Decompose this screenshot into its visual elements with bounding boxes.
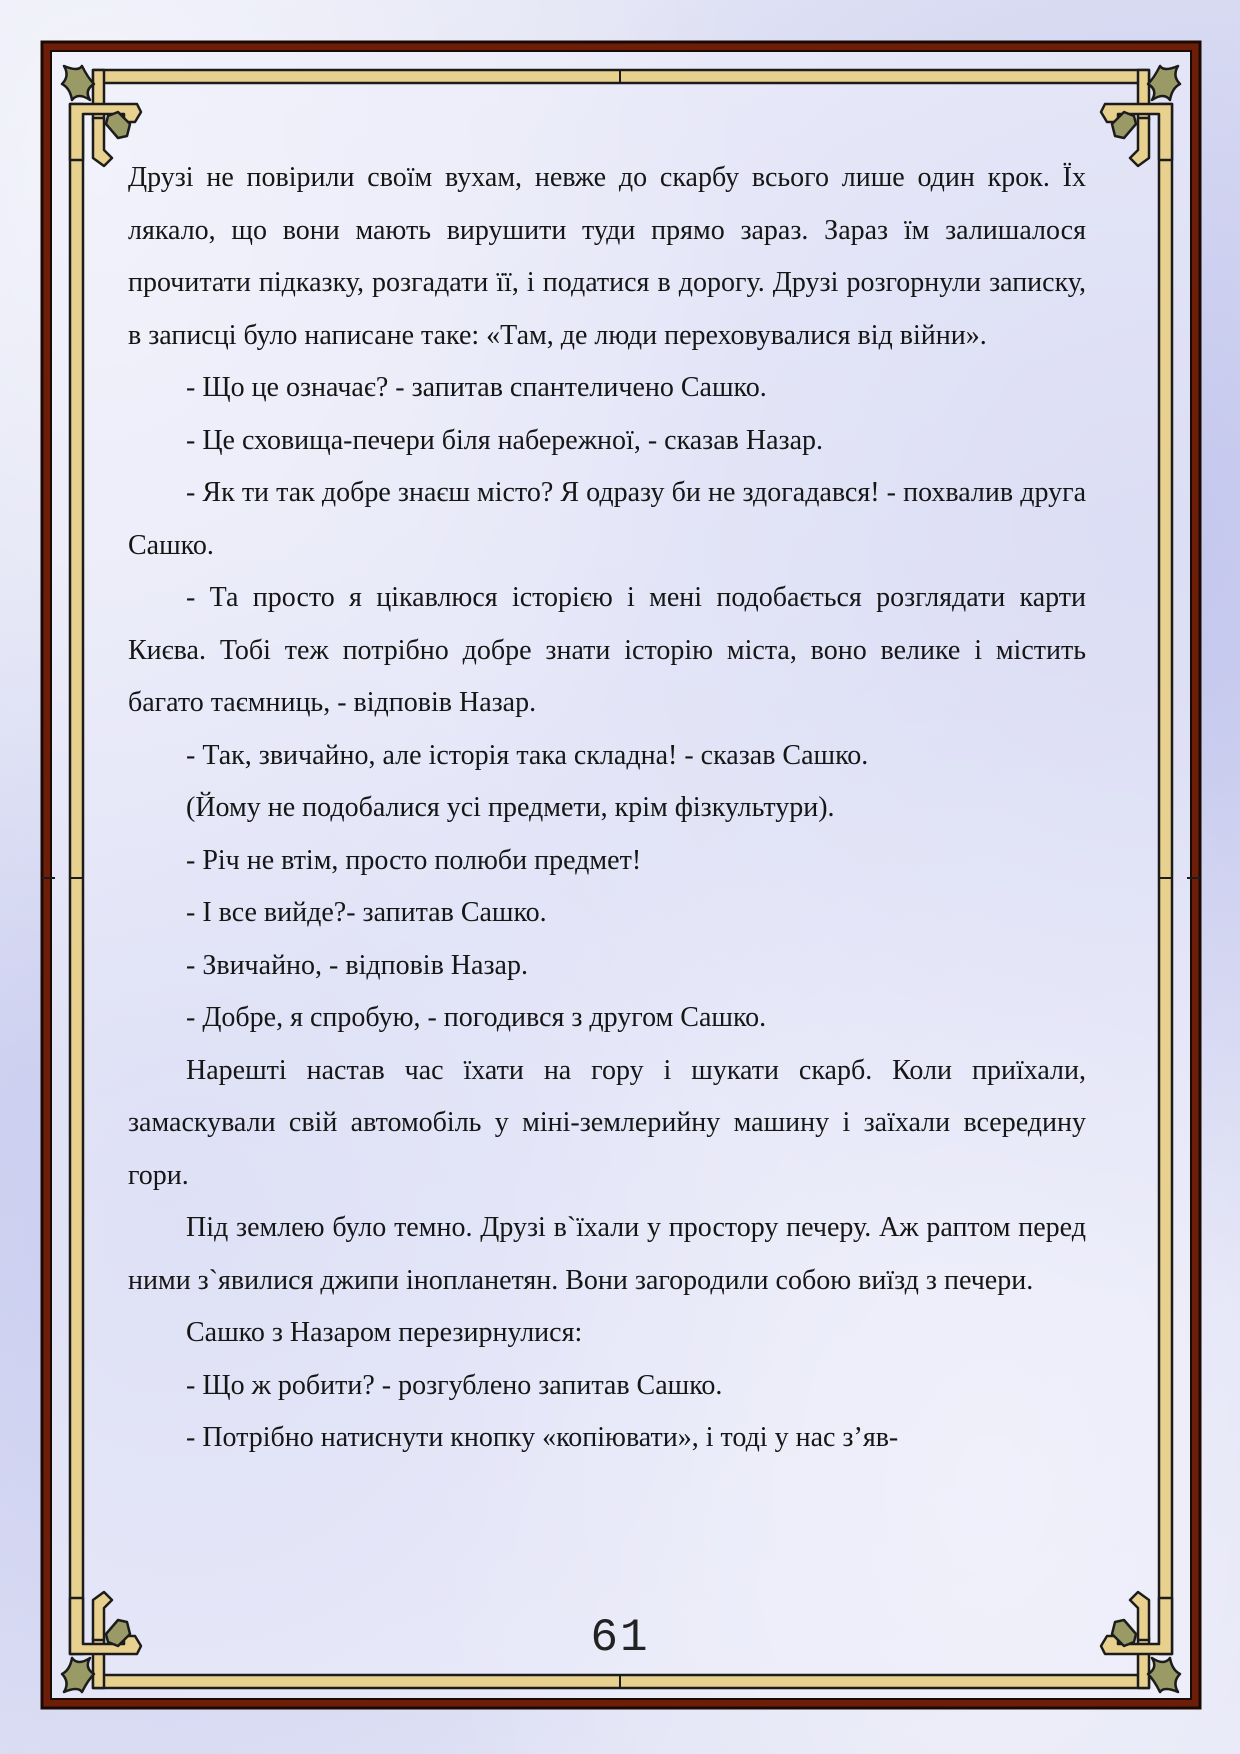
paragraph: - Добре, я спробую, - погодився з другом Сашко. bbox=[186, 1002, 767, 1033]
paragraph: - Як ти так добре знаєш місто? Я одразу би не здогадався! - похвалив друга Сашко. bbox=[128, 477, 1086, 561]
paragraph: (Йому не подобалися усі предмети, крім фізкультури). bbox=[186, 792, 835, 823]
paragraph: - Потрібно натиснути кнопку «копіювати», і тоді у нас з’яв- bbox=[186, 1422, 899, 1453]
corner-star-icon bbox=[1148, 66, 1180, 100]
paragraph: - Річ не втім, просто полюби предмет! bbox=[186, 844, 642, 876]
paragraph: - Що це означає? - запитав спантеличено Сашко. bbox=[186, 372, 767, 403]
paragraph: Нарешті настав час їхати на гору і шукати скарб. Коли приїхали, замаскували свій автомобіль у міні-землерийну машину і заїхали всередину гори. bbox=[128, 1054, 1086, 1191]
paragraph: Друзі не повірили своїм вухам, невже до скарбу всього лише один крок. Їх лякало, що вони мають вирушити туди прямо зараз. Зараз їм залишалося прочитати підказку, розгадати її, і податися в дорогу. Друзі розгорнули записку, в записці було написане таке: «Там, де люди переховувалися від війни». bbox=[128, 162, 1086, 351]
corner-star-icon bbox=[62, 66, 94, 100]
paragraph: - Та просто я цікавлюся історією і мені подобається розглядати карти Києва. Тобі теж потрібно добре знати історію міста, воно велике і містить багато таємниць, - відповів Назар. bbox=[128, 582, 1086, 718]
paragraph: - Що ж робити? - розгублено запитав Сашко. bbox=[186, 1369, 723, 1401]
story-text bbox=[128, 152, 1086, 1465]
page-number: 61 bbox=[590, 1612, 650, 1664]
paragraph: - Так, звичайно, але історія така складна! - сказав Сашко. bbox=[186, 739, 869, 771]
paragraph: Під землею було темно. Друзі в`їхали у простору печеру. Аж раптом перед ними з`явилися джипи інопланетян. Вони загородили собою виїзд з печери. bbox=[128, 1212, 1086, 1296]
paragraph: - І все вийде?- запитав Сашко. bbox=[186, 897, 547, 928]
paragraph: - Це сховища-печери біля набережної, - сказав Назар. bbox=[186, 424, 824, 456]
paragraph: - Звичайно, - відповів Назар. bbox=[186, 949, 528, 981]
paragraph: Сашко з Назаром перезирнулися: bbox=[186, 1317, 583, 1348]
